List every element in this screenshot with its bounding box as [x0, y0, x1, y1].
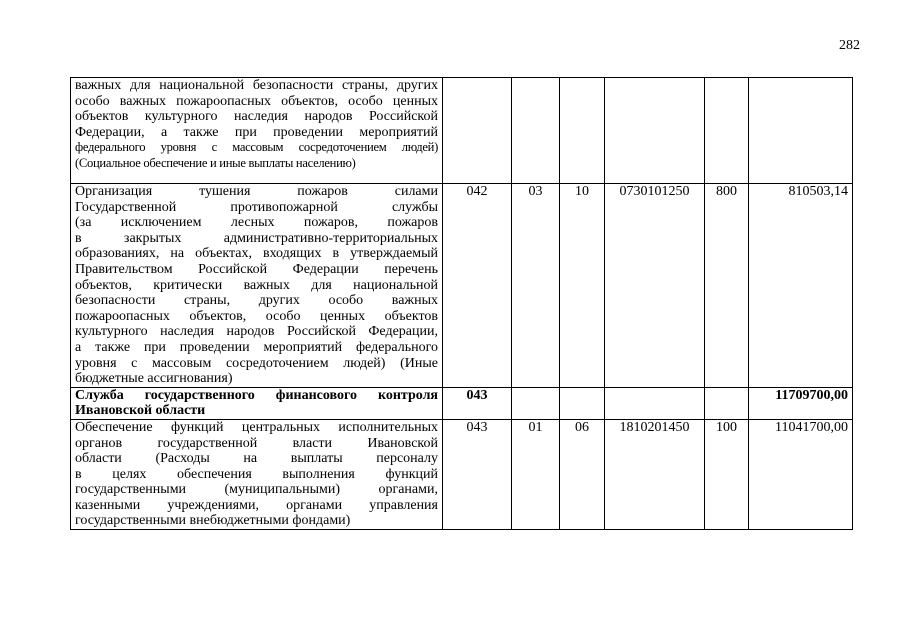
ved-code: 043	[443, 387, 512, 419]
row-description	[71, 184, 443, 388]
description-line: бюджетные ассигнования)	[75, 371, 233, 387]
description-line: уровня с массовым сосредоточением людей) (Иные	[75, 355, 438, 371]
section-code	[512, 387, 560, 419]
page-number: 282	[839, 38, 860, 53]
description-line: Служба государственного финансового контроля	[75, 387, 438, 403]
subsection-code	[560, 387, 605, 419]
section-code	[512, 78, 560, 184]
description-line: в закрытых административно-территориальных	[75, 230, 438, 246]
description-line: казенными учреждениями, органами управления	[75, 497, 438, 513]
description-line: Ивановской области	[75, 403, 206, 419]
description-line: Обеспечение функций центральных исполнительных	[75, 419, 438, 435]
row-description	[71, 78, 443, 184]
description-line: области (Расходы на выплаты персоналу	[75, 451, 438, 467]
description-line: государственными внебюджетными фондами)	[75, 513, 351, 529]
description-line: федерального уровня с массовым сосредоточением людей)	[75, 140, 438, 155]
description-line: органов государственной власти Ивановской	[75, 435, 438, 451]
description-line: безопасности страны, других особо важных	[75, 293, 438, 309]
expense-type-code	[705, 387, 749, 419]
description-line: важных для национальной безопасности страны, других	[75, 78, 438, 93]
subsection-code	[560, 78, 605, 184]
target-article-code	[605, 78, 705, 184]
target-article-code: 0730101250	[605, 184, 705, 388]
description-line: объектов, критически важных для национальной	[75, 277, 438, 293]
expense-type-code	[705, 78, 749, 184]
section-code: 01	[512, 419, 560, 529]
ved-code	[443, 78, 512, 184]
expense-type-code: 800	[705, 184, 749, 388]
description-line: пожароопасных объектов, особо ценных объектов	[75, 308, 438, 324]
description-line: образованиях, на объектах, входящих в утверждаемый	[75, 246, 438, 262]
description-line: особо важных пожароопасных объектов, особо ценных	[75, 93, 438, 109]
description-line: Правительством Российской Федерации перечень	[75, 261, 438, 277]
amount	[749, 78, 853, 184]
amount: 11709700,00	[749, 387, 853, 419]
expense-type-code: 100	[705, 419, 749, 529]
description-line: Государственной противопожарной службы	[75, 199, 438, 215]
target-article-code	[605, 387, 705, 419]
description-line: объектов культурного наследия народов Российской	[75, 109, 438, 125]
description-line: в целях обеспечения выполнения функций	[75, 466, 438, 482]
table-row	[71, 184, 853, 388]
description-line: государственными (муниципальными) органами,	[75, 482, 438, 498]
row-description	[71, 387, 443, 419]
description-line: (Социальное обеспечение и иные выплаты населению)	[75, 155, 356, 170]
section-code: 03	[512, 184, 560, 388]
budget-table	[70, 77, 853, 530]
subsection-code: 10	[560, 184, 605, 388]
ved-code: 042	[443, 184, 512, 388]
row-description	[71, 419, 443, 529]
description-line: культурного наследия народов Российской Федерации,	[75, 324, 438, 340]
amount: 11041700,00	[749, 419, 853, 529]
description-line: Федерации, а также при проведении мероприятий	[75, 124, 438, 140]
description-line: а также при проведении мероприятий федерального	[75, 339, 438, 355]
ved-code: 043	[443, 419, 512, 529]
table-row	[71, 387, 853, 419]
target-article-code: 1810201450	[605, 419, 705, 529]
amount: 810503,14	[749, 184, 853, 388]
subsection-code: 06	[560, 419, 605, 529]
description-line: Организация тушения пожаров силами	[75, 184, 438, 199]
table-row	[71, 419, 853, 529]
table-row	[71, 78, 853, 184]
description-line: (за исключением лесных пожаров, пожаров	[75, 215, 438, 231]
